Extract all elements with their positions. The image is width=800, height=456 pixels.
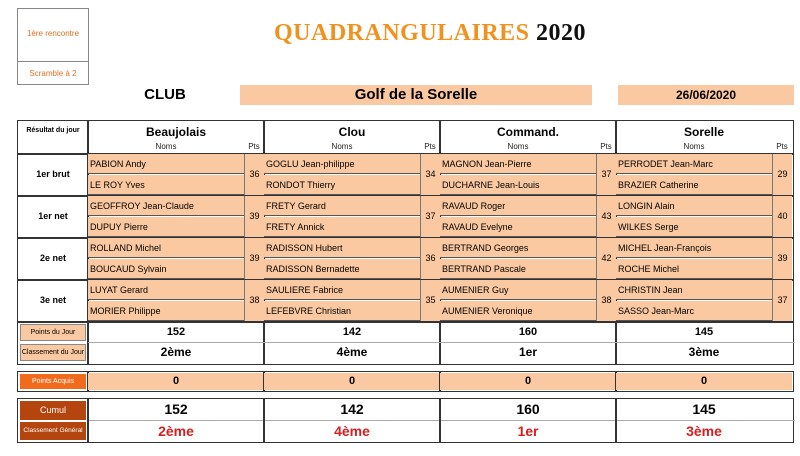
player-name: GEOFFROY Jean-Claude bbox=[88, 196, 244, 216]
player-name: DUCHARNE Jean-Louis bbox=[440, 175, 596, 195]
player-name: PERRODET Jean-Marc bbox=[616, 154, 772, 174]
points-acquis-row bbox=[17, 371, 794, 392]
points-jour-value: 152 bbox=[166, 326, 186, 338]
event-date: 26/06/2020 bbox=[618, 85, 794, 105]
cumul-section bbox=[17, 398, 794, 443]
row-divider bbox=[88, 342, 795, 343]
pair-points: 39 bbox=[244, 196, 264, 237]
cumul-value: 145 bbox=[692, 401, 716, 417]
event-info-box bbox=[17, 8, 89, 85]
points-acquis-value: 0 bbox=[440, 373, 616, 390]
names-header: Noms bbox=[331, 142, 353, 151]
cumul-label: Cumul bbox=[20, 401, 86, 420]
team-name: Command. bbox=[496, 125, 559, 139]
player-name: LE ROY Yves bbox=[88, 175, 244, 195]
title-year: 2020 bbox=[536, 20, 587, 46]
classement-jour-label: Classement du Jour bbox=[20, 344, 86, 361]
player-name: FRETY Gerard bbox=[264, 196, 420, 216]
pts-header: Pts bbox=[600, 142, 612, 151]
player-name: GOGLU Jean-philippe bbox=[264, 154, 420, 174]
classement-jour-value: 1er bbox=[518, 345, 538, 359]
pair-points: 40 bbox=[772, 196, 792, 237]
row-divider bbox=[88, 420, 795, 421]
player-name: RONDOT Thierry bbox=[264, 175, 420, 195]
info-divider bbox=[18, 61, 88, 62]
pair-points: 37 bbox=[420, 196, 440, 237]
row-divider bbox=[18, 321, 793, 323]
player-name: DUPUY Pierre bbox=[88, 217, 244, 237]
player-name: RAVAUD Roger bbox=[440, 196, 596, 216]
names-header: Noms bbox=[507, 142, 529, 151]
pair-points: 35 bbox=[420, 280, 440, 321]
cumul-value: 160 bbox=[516, 401, 540, 417]
points-jour-value: 160 bbox=[518, 326, 538, 338]
player-name: MICHEL Jean-François bbox=[616, 238, 772, 258]
pair-points: 37 bbox=[772, 280, 792, 321]
player-name: RAVAUD Evelyne bbox=[440, 217, 596, 237]
classement-general-value: 1er bbox=[517, 423, 539, 439]
points-acquis-value: 0 bbox=[264, 373, 440, 390]
points-acquis-label: Points Acquis bbox=[20, 374, 86, 389]
player-name: LUYAT Gerard bbox=[88, 280, 244, 300]
result-row-label: 2e net bbox=[39, 253, 66, 263]
club-name: Golf de la Sorelle bbox=[240, 85, 592, 105]
results-table bbox=[17, 120, 794, 365]
cumul-value: 142 bbox=[340, 401, 364, 417]
cumul-value: 152 bbox=[164, 401, 188, 417]
club-label: CLUB bbox=[144, 86, 186, 103]
result-row-label: 1er net bbox=[38, 211, 68, 221]
team-name: Clou bbox=[338, 125, 366, 139]
pair-points: 36 bbox=[420, 238, 440, 279]
names-header: Noms bbox=[683, 142, 705, 151]
pair-points: 38 bbox=[596, 280, 616, 321]
points-jour-value: 145 bbox=[694, 326, 714, 338]
pair-points: 42 bbox=[596, 238, 616, 279]
names-header: Noms bbox=[155, 142, 177, 151]
player-name: SASSO Jean-Marc bbox=[616, 301, 772, 321]
event-round-label: 1ère rencontre bbox=[26, 29, 80, 38]
classement-general-label: Classement Général bbox=[20, 422, 86, 440]
player-name: BRAZIER Catherine bbox=[616, 175, 772, 195]
pair-points: 39 bbox=[772, 238, 792, 279]
player-name: ROCHE Michel bbox=[616, 259, 772, 279]
pts-header: Pts bbox=[248, 142, 260, 151]
player-name: BERTRAND Georges bbox=[440, 238, 596, 258]
points-jour-label: Points du Jour bbox=[20, 324, 86, 341]
classement-jour-value: 3ème bbox=[688, 345, 720, 359]
classement-jour-value: 2ème bbox=[160, 345, 192, 359]
points-acquis-value: 0 bbox=[616, 373, 792, 390]
player-name: FRETY Annick bbox=[264, 217, 420, 237]
pair-points: 36 bbox=[244, 154, 264, 195]
pair-points: 39 bbox=[244, 238, 264, 279]
event-format-label: Scramble à 2 bbox=[29, 69, 77, 78]
player-name: LONGIN Alain bbox=[616, 196, 772, 216]
classement-general-value: 3ème bbox=[686, 423, 722, 439]
player-name: MAGNON Jean-Pierre bbox=[440, 154, 596, 174]
pts-header: Pts bbox=[424, 142, 436, 151]
player-name: RADISSON Hubert bbox=[264, 238, 420, 258]
player-name: BOUCAUD Sylvain bbox=[88, 259, 244, 279]
player-name: AUMENIER Veronique bbox=[440, 301, 596, 321]
player-name: ROLLAND Michel bbox=[88, 238, 244, 258]
pair-points: 37 bbox=[596, 154, 616, 195]
pair-points: 38 bbox=[244, 280, 264, 321]
player-name: BERTRAND Pascale bbox=[440, 259, 596, 279]
team-name: Sorelle bbox=[683, 125, 725, 139]
pair-points: 43 bbox=[596, 196, 616, 237]
pts-header: Pts bbox=[776, 142, 788, 151]
player-name: LEFEBVRE Christian bbox=[264, 301, 420, 321]
player-name: MORIER Philippe bbox=[88, 301, 244, 321]
player-name: RADISSON Bernadette bbox=[264, 259, 420, 279]
classement-general-value: 4ème bbox=[334, 423, 370, 439]
title-text: QUADRANGULAIRES bbox=[273, 20, 530, 46]
points-jour-value: 142 bbox=[342, 326, 362, 338]
player-name: CHRISTIN Jean bbox=[616, 280, 772, 300]
pair-points: 29 bbox=[772, 154, 792, 195]
player-name: SAULIERE Fabrice bbox=[264, 280, 420, 300]
player-name: PABION Andy bbox=[88, 154, 244, 174]
team-name: Beaujolais bbox=[145, 125, 207, 139]
corner-label: Résultat du jour bbox=[26, 127, 80, 134]
classement-general-value: 2ème bbox=[158, 423, 194, 439]
pair-points: 34 bbox=[420, 154, 440, 195]
player-name: AUMENIER Guy bbox=[440, 280, 596, 300]
player-name: WILKES Serge bbox=[616, 217, 772, 237]
page-title bbox=[230, 20, 630, 47]
points-acquis-value: 0 bbox=[88, 373, 264, 390]
result-row-label: 3e net bbox=[39, 295, 66, 305]
classement-jour-value: 4ème bbox=[336, 345, 368, 359]
result-row-label: 1er brut bbox=[36, 169, 70, 179]
